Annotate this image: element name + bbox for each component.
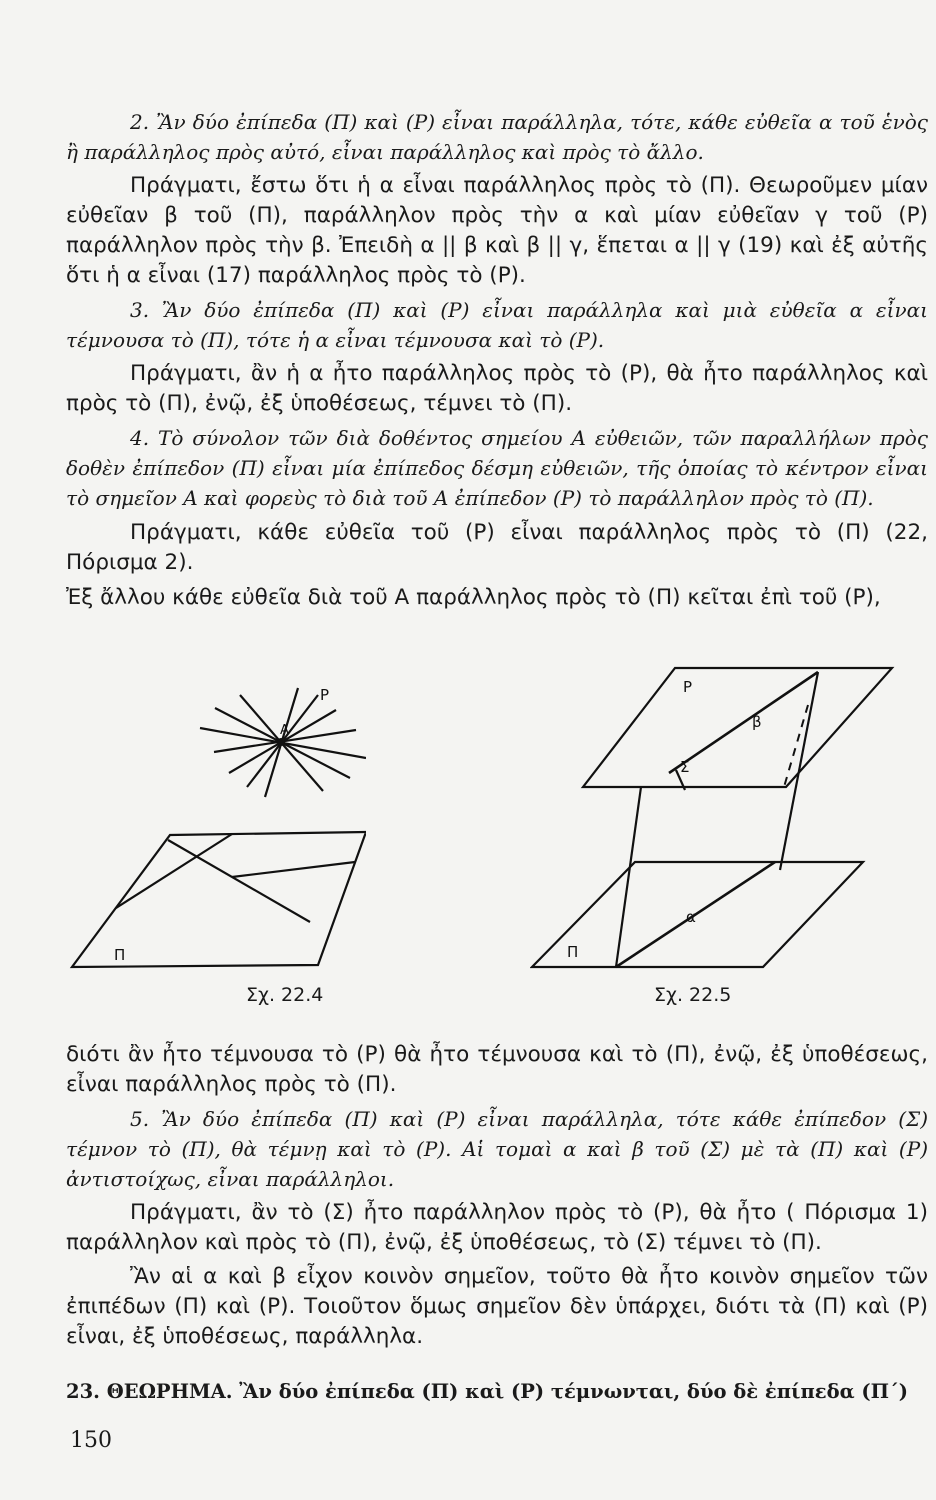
fig2-label-a: α xyxy=(686,908,696,926)
proposition-3-proof: Πράγματι, ἂν ἡ α ἦτο παράλληλος πρὸς τὸ (Ρ), θὰ ἦτο παράλληλος καὶ πρὸς τὸ (Π), ἐνῷ, ἐξ ὑποθέσεως, τέμνει τὸ (Π). xyxy=(66,361,928,416)
proposition-4-proof: Πράγματι, κάθε εὐθεῖα τοῦ (Ρ) εἶναι παράλληλος πρὸς τὸ (Π) (22, Πόρισμα 2). xyxy=(66,520,928,575)
plane-pi-line xyxy=(116,834,232,908)
theorem-23: 23. ΘΕΩΡΗΜΑ. Ἂν δύο ἐπίπεδα (Π) καὶ (Ρ) τέμνωνται, δύο δὲ ἐπίπεδα (Π΄) xyxy=(66,1380,909,1403)
fig2-label-pi: Π xyxy=(567,943,579,961)
plane-pi-line xyxy=(168,840,310,922)
proposition-5-proof-continued: Ἂν αἱ α καὶ β εἶχον κοινὸν σημεῖον, τοῦτο θὰ ἦτο κοινὸν σημεῖον τῶν ἐπιπέδων (Π) καὶ (Ρ). Τοιοῦτον ὅμως σημεῖον δὲν ὑπάρχει, διότι τὰ (Π) καὶ (Ρ) εἶναι, ἐξ ὑποθέσεως, παράλληλα. xyxy=(66,1264,928,1349)
proposition-4-statement: 4. Τὸ σύνολον τῶν διὰ δοθέντος σημείου Α εὐθειῶν, τῶν παραλλήλων πρὸς δοθὲν ἐπίπεδον (Π) εἶναι μία ἐπίπεδος δέσμη εὐθειῶν, τῆς ὁποίας τὸ κέντρον εἶναι τὸ σημεῖον Α καὶ φορεὺς τὸ διὰ τοῦ Α ἐπίπεδον (Ρ) τὸ παράλληλον πρὸς τὸ (Π). xyxy=(66,426,928,510)
proposition-3-statement: 3. Ἂν δύο ἐπίπεδα (Π) καὶ (Ρ) εἶναι παράλληλα καὶ μιὰ εὐθεῖα α εἶναι τέμνουσα τὸ (Π), τότε ἡ α εἶναι τέμνουσα καὶ τὸ (Ρ). xyxy=(66,298,928,352)
proposition-4-proof-continued: Ἐξ ἄλλου κάθε εὐθεῖα διὰ τοῦ Α παράλληλος πρὸς τὸ (Π) κεῖται ἐπὶ τοῦ (Ρ), xyxy=(66,585,881,610)
fig1-label-pi: Π xyxy=(114,946,126,964)
proposition-2-statement: 2. Ἂν δύο ἐπίπεδα (Π) καὶ (Ρ) εἶναι παράλληλα, τότε, κάθε εὐθεῖα α τοῦ ἑνὸς ἢ παράλληλος πρὸς αὐτό, εἶναι παράλληλος καὶ πρὸς τὸ ἄλλο. xyxy=(66,110,928,164)
figure-22-4 xyxy=(66,665,366,975)
page-number: 150 xyxy=(70,1428,112,1453)
figure-22-5 xyxy=(530,660,930,975)
plane-sigma-edge xyxy=(780,672,818,870)
figure-22-5-caption: Σχ. 22.5 xyxy=(654,984,732,1006)
plane-pi-line xyxy=(232,862,355,877)
fig2-label-s: Σ xyxy=(680,758,690,776)
fig1-label-p: Ρ xyxy=(320,686,330,704)
fig1-label-a: Α xyxy=(280,723,289,738)
figure-22-4-caption: Σχ. 22.4 xyxy=(246,984,324,1006)
point-a xyxy=(277,738,285,746)
proposition-5-statement: 5. Ἂν δύο ἐπίπεδα (Π) καὶ (Ρ) εἶναι παράλληλα, τότε κάθε ἐπίπεδον (Σ) τέμνον τὸ (Π), θὰ τέμνῃ καὶ τὸ (Ρ). Αἱ τομαὶ α καὶ β τοῦ (Σ) μὲ τὰ (Π) καὶ (Ρ) ἀντιστοίχως, εἶναι παράλληλοι. xyxy=(66,1107,928,1191)
proposition-5-proof: Πράγματι, ἂν τὸ (Σ) ἦτο παράλληλον πρὸς τὸ (Ρ), θὰ ἦτο ( Πόρισμα 1) παράλληλον καὶ πρὸς τὸ (Π), ἐνῷ, ἐξ ὑποθέσεως, τὸ (Σ) τέμνει τὸ (Π). xyxy=(66,1200,928,1255)
post-figure-text: διότι ἂν ἦτο τέμνουσα τὸ (Ρ) θὰ ἦτο τέμνουσα καὶ τὸ (Π), ἐνῷ, ἐξ ὑποθέσεως, εἶναι παράλληλος πρὸς τὸ (Π). xyxy=(66,1042,928,1097)
fig2-label-p: Ρ xyxy=(683,678,693,696)
fig2-label-b: β xyxy=(752,713,762,731)
proposition-2-proof: Πράγματι, ἔστω ὅτι ἡ α εἶναι παράλληλος πρὸς τὸ (Π). Θεωροῦμεν μίαν εὐθεῖαν β τοῦ (Π), παράλληλον πρὸς τὴν α καὶ μίαν εὐθεῖαν γ τοῦ (Ρ) παράλληλον πρὸς τὴν β. Ἐπειδὴ α || β καὶ β || γ, ἕπεται α || γ (19) καὶ ἐξ αὐτῆς ὅτι ἡ α εἶναι (17) παράλληλος πρὸς τὸ (Ρ). xyxy=(66,173,928,288)
